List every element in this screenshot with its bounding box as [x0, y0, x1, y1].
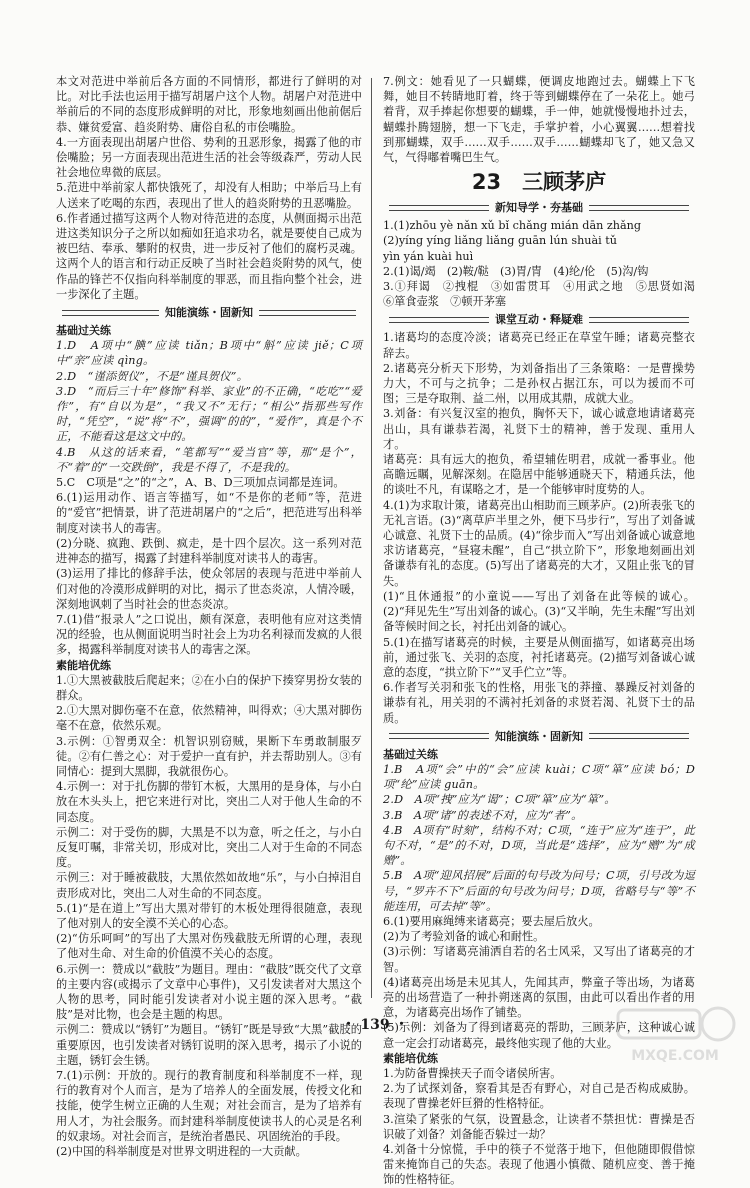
answer-item: (2)分晓、疯跑、跌倒、疯走，是十四个层次。这一系列对范进神态的描写，揭露了封建科举制度对读书人的毒害。 [56, 536, 362, 566]
answer-item: 6.(1)运用动作、语言等描写，如“不是你的老师”等，范进的“爱官”把情景，讲了范进胡屠户的“之后”，把范进写出科举制度对读书人的毒害。 [56, 491, 362, 535]
answer-item: 3.①拜谒 ②拽棍 ③如雷贯耳 ④用武之地 ⑤思贤如渴 ⑥箪食壶浆 ⑦顿开茅塞 [383, 280, 707, 309]
answer-item: 7.例文：她看见了一只蝴蝶，便调皮地跑过去。蝴蝶上下飞舞，她目不转睛地盯着，终于等到蝴蝶停在了一朵花上。她弓着背，双手捧起你想要的蝴蝶，手一伸，她就慢慢地扑过去，蝴蝶扑腾翅膀，想一下飞走，手掌护着，小心翼翼……想着找到那蝴蝶，双手……双手……双手……蝴蝶却飞了，她又急又气，气得嘟着嘴巴生气。 [383, 75, 695, 165]
answer-item: (4)诸葛亮出场是未见其人，先闻其声，弊童子等出场，为诸葛亮的出场营造了一种扑朔迷离的氛围，由此可以看出作者的用意，为诸葛亮出场作了铺垫。 [383, 975, 695, 1020]
answer-item: (5)示例：刘备为了得到诸葛亮的帮助，三顾茅庐，这种诚心诚意一定会打动诸葛亮，最终他实现了他的大业。 [383, 1021, 695, 1050]
section-label: 基础过关练 [56, 324, 111, 338]
answer-item: 3.B A项“诸”的表述不对，应为“者”。 [383, 808, 583, 822]
answer-item: yìn yán kuài huì [383, 249, 474, 263]
answer-item: 3.示例：①智勇双全：机智识别窃贼，果断下车勇敢制服歹徒。②有仁善之心：对于爱护一直有护，并去帮助别人。③有同情心：提到大黑脚，我就很伤心。 [56, 734, 362, 778]
answer-item: 5.C C项是“之”的“之”，A、B、D三项加点词都是连词。 [56, 476, 345, 490]
answer-item: (2)yíng yíng liǎng liǎng guān lún shuài tǔ [383, 234, 617, 248]
watermark-logo [610, 1002, 740, 1066]
answer-item: 1.B A项“会”中的“会”应读 kuài；C项“箪”应读 bó；D项“纶”应读 guān。 [383, 762, 695, 792]
answer-item: (2)中国的科举制度是对世界文明进程的一大贡献。 [56, 1145, 307, 1159]
section-band: 知能演练・固新知 [56, 305, 362, 320]
answer-item: 2.D A项“拽”应为“谒”；C项“箪”应为“箪”。 [383, 793, 616, 807]
intro-paragraph: 5.范进中举前家人都快饿死了，却没有人相助；中举后马上有人送来了吃喝的东西，表现出了世人的趋炎附势的丑恶嘴脸。 [56, 181, 362, 210]
page-number: ・ 139 ・ [341, 1017, 409, 1033]
section-band: 知能演练・固新知 [383, 729, 695, 744]
answer-item: (1)“且休通报”的小童说——写出了刘备在此等候的诚心。(2)“拜见先生”写出刘备的诚心。(3)“又半晌，先生未醒”写出刘备等候时间之长，衬托出刘备的诚心。 [383, 589, 695, 634]
answer-item: 1.D A项中“腆”应读 tiǎn；B项中“斛”应读 jiě；C项中“亲”应读 qìng。 [56, 339, 362, 368]
answer-item: 1.为防备曹操挟天子而令诸侯所害。 [383, 1066, 562, 1080]
left-column [56, 74, 362, 1159]
watermark-text: MXQE.COM [631, 1048, 719, 1064]
answer-item: 示例二：对于受伤的脚，大黑是不以为意，听之任之，与小白反复叮嘱，非常关切，形成对比，突出二人对于生命的不同态度。 [56, 825, 362, 870]
answer-item: 6.(1)要用麻绳缚来诸葛亮；要去屋后放火。 [383, 914, 600, 928]
answer-item: 5.(1)在描写诸葛亮的时候，主要是从侧面描写，如诸葛亮出场前，通过张飞、关羽的态度，衬托诸葛亮。(2)描写刘备诚心诚意的态度，“拱立阶下”“叉手伫立”等。 [383, 635, 695, 679]
section-label: 素能培优练 [56, 658, 111, 672]
answer-item: (2)为了考验刘备的诚心和耐性。 [383, 930, 545, 944]
answer-item: 1.诸葛均的态度冷淡；诸葛亮已经正在草堂午睡；诸葛亮整衣辞去。 [383, 331, 695, 360]
answer-item: 4.刘备十分惊慌，手中的筷子不觉落于地下，但他随即假借惊雷来掩饰自己的失态。表现了他遇小慎微、随机应变、善于掩饰的性格特征。 [383, 1143, 695, 1187]
answer-item: 5.(1)“是在道上”写出大黑对带钉的木板处理得很随意，表现了他对别人的安全漠不关心的心态。 [56, 901, 362, 930]
answer-item: 2.为了试探刘备，察看其是否有野心，对自己是否构成威胁。表现了曹操老奸巨猾的性格特征。 [383, 1082, 695, 1111]
section-band: 新知导学・夯基础 [383, 200, 695, 215]
answer-item: 2.①大黑对脚伤毫不在意，依然精神，叫得欢；④大黑对脚伤毫不在意，依然乐观。 [56, 704, 362, 733]
answer-item: 7.(1)示例：开放的。现行的教育制度和科举制度不一样，现行的教育对个人而言，是为了培养人的全面发展，传授文化和技能，使学生树立正确的人生观；对社会而言，是为了培养有用人才，为社会服务。而封建科举制度使读书人的心灵是名利的奴隶场。对社会而言，是统治者愚民、巩固统治的手段。 [56, 1069, 362, 1143]
intro-paragraph: 6.作者通过描写这两个人物对待范进的态度，从侧面揭示出范进这类知识分子之所以如痴如狂追求功名，就是要使自己成为被巴结、奉承、攀附的权贵，进一步反衬了他们的腐朽灵魂。这两个人的语言和行动正反映了当时社会趋炎附势的风气，使作品的锋芒不仅指向科举制度的罪恶，而且指向整个社会，进一步深化了主题。 [56, 211, 362, 301]
lesson-title: 23 三顾茅庐 [471, 170, 607, 195]
answer-item: 2.D “谨添贺仪”，不是“谨具贺仪”。 [56, 369, 248, 383]
answer-item: 4.(1)为求取计策，诸葛亮出山相助而三顾茅庐。(2)所表张飞的无礼言语。(3)“离草庐半里之外，便下马步行”，写出了刘备诚心诚意、礼贤下士的品质。(4)“徐步而入”写出刘备诚心诚意地求访诸葛亮，“昼寝未醒”，自己“拱立阶下”，形象地刻画出刘备谦恭有礼的态度。(5)写出了诸葛亮的大才，又阻止张飞的冒失。 [383, 498, 695, 588]
answer-item: 3.渲染了紧张的气氛，设置悬念，让读者不禁担忧：曹操是否识破了刘备？刘备能否躲过一劫？ [383, 1112, 695, 1141]
answer-item: 示例二：赞成以“锈钉”为题目。“锈钉”既是导致“大黑”截肢的重要原因，也引发读者对锈钉说明的深入思考，揭示了小说的主题，锈钉会生锈。 [56, 1023, 362, 1067]
column-divider [371, 78, 372, 998]
answer-item: 1.①大黑被截肢后爬起来；②在小白的保护下揍穿男扮女装的群众。 [56, 673, 362, 702]
answer-item: (3)示例：写诸葛亮浦洒自若的名士风采，又写出了诸葛亮的才智。 [383, 945, 695, 974]
intro-paragraph: 本文对范进中举前后各方面的不同情形，都进行了鲜明的对比。对比手法也运用于描写胡屠户这个人物。胡屠户对范进中举前后的不同的态度形成鲜明的对比，形象地刻画出他前倨后恭、嫌贫爱富、趋炎附势、庸俗自私的市侩嘴脸。 [56, 75, 362, 134]
answer-item: 7.(1)借“报录人”之口说出，颇有深意，表明他有应对这类情况的经验，也从侧面说明当时社会上为功名利禄而发疯的人很多，揭露科举制度对读书人的毒害之深。 [56, 612, 362, 657]
answer-item: 2.(1)谒/竭 (2)鞍/鞑 (3)胃/冑 (4)纶/伦 (5)沟/钩 [383, 264, 649, 278]
answer-item: 5.B A项“迎风招展”后面的句号改为问号；C项，引号改为逗号，“罗卉不下”后面的句号改为问号；D项，省略号与“等”不能连用，可去掉“等”。 [383, 869, 695, 913]
answer-item: 2.诸葛亮分析天下形势，为刘备指出了三条策略：一是曹操势力大，不可与之抗争；二是孙权占据江东，可以为援而不可图；三是夺取荆、益二州，以用成其鼎，成就大业。 [383, 361, 695, 406]
answer-item: 6.作者写关羽和张飞的性格，用张飞的莽撞、暴躁反衬刘备的谦恭有礼，用关羽的不满衬托刘备的求贤若渴、礼贤下士的品质。 [383, 681, 695, 725]
answer-item: (3)运用了排比的修辞手法，使众邻居的表现与范进中举前人们对他的冷漠形成鲜明的对比，揭示了世态炎凉，人情冷暖，深刻地讽刺了当时社会的世态炎凉。 [56, 567, 362, 611]
answer-item: (2)“仿乐呵呵”的写出了大黑对伤残截肢无所谓的心理，表现了他对生命、对生命的价值漠不关心的态度。 [56, 932, 362, 961]
intro-paragraph: 4.一方面表现出胡屠户世俗、势利的丑恶形象，揭露了他的市侩嘴脸；另一方面表现出范进生活的社会等级森严，劳动人民社会地位卑微的底层。 [56, 135, 362, 180]
answer-item: 1.(1)zhōu yè nǎn xǔ bǐ chǎng mián dān zhǎng [383, 219, 642, 233]
answer-item: 3.D “而后三十年”修饰“科举、家业”的不正确，“吃吃”“爱作”，有“自以为是”，“我又不”无行；“相公”指那些写作时，“凭空”，“说”将“不”，强调“的的”，“爱作”，真是个不正，不能看这是这文中的。 [56, 384, 362, 444]
answer-item: 示例三：对于睡被截肢，大黑依然如故地“乐”，与小白掉泪自责形成对比，突出二人对生命的不同态度。 [56, 871, 362, 900]
section-label: 基础过关练 [383, 747, 438, 761]
answer-item: 6.示例一：赞成以“截肢”为题目。理由：“截肢”既交代了文章的主要内容(或揭示了文章中心事件)，又引发读者对大黑这个人物的思考，同时能引发读者对小说主题的深入思考。“截肢”是对比物，也会是主题的构思。 [56, 962, 362, 1022]
answer-item: 4.B A项有“时刻”，结构不对；C项，“连于”应为“连于”，此句不对，“是”的不对，D项，当此是“选择”，应为“赠”为“成赠”。 [383, 823, 695, 868]
answer-item: 3.刘备：有兴复汉室的抱负，胸怀天下，诚心诚意地请诸葛亮出山，具有谦恭若渴，礼贤下士的精神，善于发现、重用人才。 [383, 407, 695, 451]
answer-item: 4.示例一：对于扎伤脚的带钉木板，大黑用的是身体，与小白放在木头头上，把它来进行对比，突出二人对于他人生命的不同态度。 [56, 780, 362, 824]
answer-item: 4.B 从这的话来看，“笔都写”“爱当官”等，那“是个”，不“着”的“一交跌倒”，我是不得了，不是我的。 [56, 445, 362, 474]
section-band: 课堂互动・释疑难 [383, 312, 695, 327]
section-label: 素能培优练 [383, 1051, 438, 1065]
answer-item: 诸葛亮：具有远大的抱负，希望辅佐明君，成就一番事业。他高瞻远瞩，见解深刻。在隐居中能够通晓天下，精通兵法，他的谈吐不凡，有谋略之才，是一个能够审时度势的人。 [383, 453, 695, 497]
